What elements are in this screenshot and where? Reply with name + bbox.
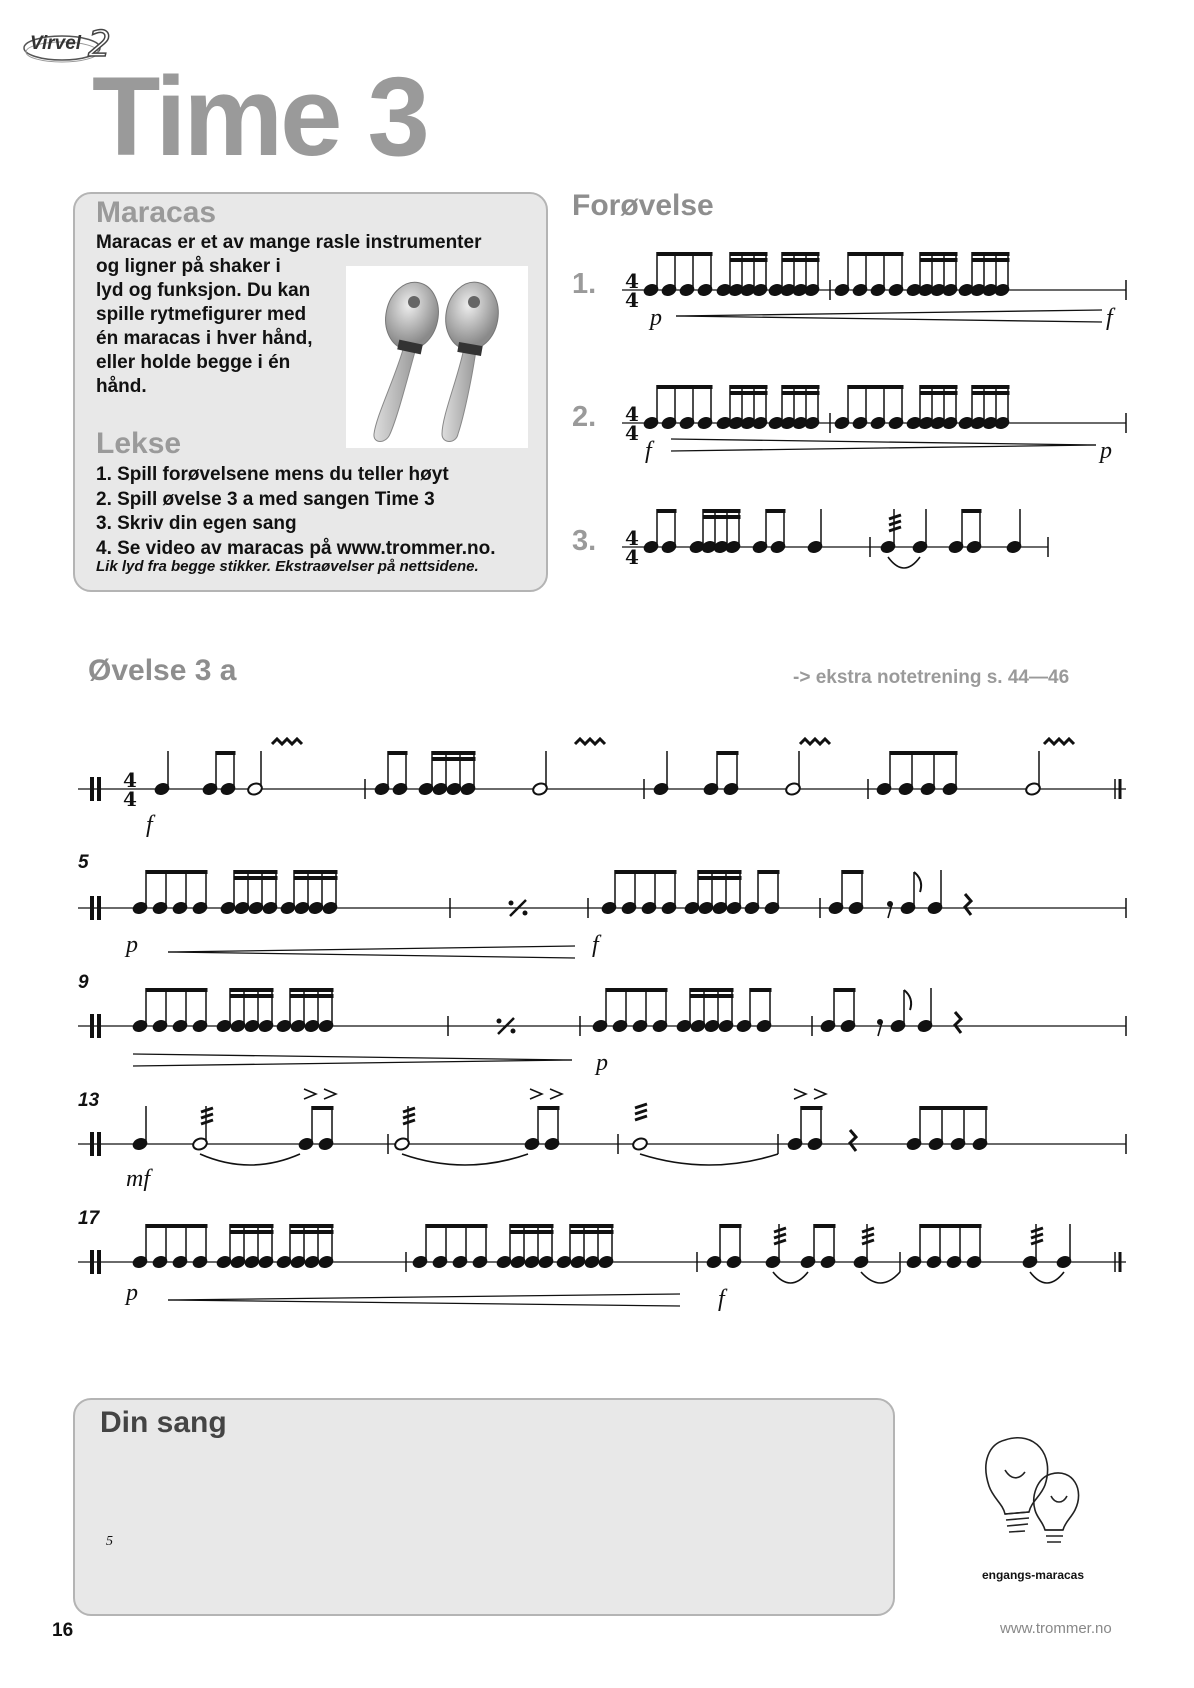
measure-number: 9 <box>78 972 89 993</box>
beam <box>758 870 780 874</box>
barline <box>90 896 94 920</box>
tremolo-mark <box>1031 1240 1043 1244</box>
beam <box>750 988 772 992</box>
quarter-rest <box>955 1012 961 1033</box>
tie <box>640 1154 778 1165</box>
hairpin <box>168 1294 680 1300</box>
beam <box>782 258 820 262</box>
accent-mark <box>794 1089 806 1099</box>
time-signature: 4 <box>123 787 137 811</box>
exercise-label: 3. <box>572 525 597 557</box>
measure-number: 17 <box>78 1208 100 1229</box>
tremolo-mark <box>635 1110 647 1114</box>
barline <box>97 1250 101 1274</box>
barline <box>90 1250 94 1274</box>
hairpin <box>133 1060 572 1066</box>
tremolo-mark <box>862 1228 874 1232</box>
tremolo-mark <box>201 1120 213 1124</box>
roll-mark <box>575 739 605 744</box>
beam <box>538 1106 560 1110</box>
din-sang-heading: Din sang <box>100 1406 227 1439</box>
beam <box>730 391 768 395</box>
hairpin <box>133 1054 572 1060</box>
tremolo-mark <box>774 1228 786 1232</box>
page-title: Time 3 <box>92 54 427 179</box>
tremolo-mark <box>403 1120 415 1124</box>
tremolo-mark <box>635 1104 647 1108</box>
time-signature: 4 <box>625 402 639 426</box>
tremolo-mark <box>635 1116 647 1120</box>
time-signature: 4 <box>123 768 137 792</box>
beam <box>698 870 742 874</box>
beam <box>146 988 208 992</box>
barline <box>97 777 101 801</box>
simile-mark <box>509 901 514 906</box>
tremolo-mark <box>774 1240 786 1244</box>
tremolo-mark <box>862 1240 874 1244</box>
dynamic-mark: f <box>718 1286 725 1312</box>
beam <box>920 1106 988 1110</box>
beam <box>782 391 820 395</box>
beam <box>834 988 856 992</box>
barline <box>97 896 101 920</box>
tie <box>200 1154 300 1165</box>
tie <box>773 1272 808 1283</box>
desc-line: én maracas i hver hånd, <box>96 328 313 349</box>
beam <box>510 1230 554 1234</box>
beam <box>920 385 958 389</box>
beam <box>570 1230 614 1234</box>
barline <box>90 1014 94 1038</box>
website-link[interactable]: www.trommer.no <box>1000 1620 1112 1637</box>
time-signature: 4 <box>625 421 639 445</box>
beam <box>814 1224 836 1228</box>
quarter-rest <box>850 1130 856 1151</box>
dynamic-mark: f <box>1106 305 1113 331</box>
barline <box>90 1132 94 1156</box>
maracas-heading: Maracas <box>96 196 217 229</box>
desc-line: Maracas er et av mange rasle instrumenter <box>96 232 482 253</box>
beam <box>615 870 677 874</box>
dynamic-mark: f <box>645 438 652 464</box>
beam <box>690 994 734 998</box>
hairpin <box>676 310 1102 316</box>
simile-mark <box>497 1019 502 1024</box>
beam <box>972 391 1010 395</box>
exercise-label: 2. <box>572 401 597 433</box>
beam <box>962 509 982 513</box>
tremolo-mark <box>1031 1234 1043 1238</box>
beam <box>920 258 958 262</box>
beam <box>290 1230 334 1234</box>
beam <box>717 751 739 755</box>
beam <box>730 252 768 256</box>
beam <box>972 385 1010 389</box>
lekse-heading: Lekse <box>96 427 182 460</box>
beam <box>690 988 734 992</box>
time-signature: 4 <box>625 545 639 569</box>
tremolo-mark <box>403 1108 415 1112</box>
beam <box>920 1224 982 1228</box>
beam <box>230 994 274 998</box>
tremolo-mark <box>889 515 901 519</box>
tremolo-mark <box>201 1108 213 1112</box>
tremolo-mark <box>201 1114 213 1118</box>
beam <box>766 509 786 513</box>
tremolo-mark <box>1031 1228 1043 1232</box>
logo-number: 2 <box>88 24 111 65</box>
beam <box>606 988 668 992</box>
accent-mark <box>550 1089 562 1099</box>
beam <box>848 252 904 256</box>
hairpin <box>671 439 1096 445</box>
barline <box>90 777 94 801</box>
beam <box>146 1224 208 1228</box>
beam <box>570 1224 614 1228</box>
tie <box>402 1154 528 1165</box>
desc-line: hånd. <box>96 376 147 397</box>
logo-text: Virvel <box>30 33 82 54</box>
beam <box>801 1106 823 1110</box>
beam <box>510 1224 554 1228</box>
lekse-item: 4. Se video av maracas på www.trommer.no. <box>96 537 496 559</box>
dynamic-mark: p <box>126 932 138 958</box>
beam <box>730 258 768 262</box>
tremolo-mark <box>403 1114 415 1118</box>
extra-training-link[interactable]: -> ekstra notetrening s. 44—46 <box>793 667 1070 688</box>
hairpin <box>168 1300 680 1306</box>
dynamic-mark: p <box>126 1280 138 1306</box>
dynamic-mark: p <box>1100 438 1112 464</box>
beam <box>890 751 958 755</box>
tremolo-mark <box>889 521 901 525</box>
beam <box>703 509 741 513</box>
desc-line: lyd og funksjon. Du kan <box>96 280 311 301</box>
roll-mark <box>272 739 302 744</box>
beam <box>972 252 1010 256</box>
beam <box>920 391 958 395</box>
time-signature: 4 <box>625 269 639 293</box>
roll-mark <box>800 739 830 744</box>
engangs-maracas-label: engangs-maracas <box>981 1568 1085 1582</box>
desc-line: eller holde begge i én <box>96 352 291 373</box>
beam <box>312 1106 334 1110</box>
beam <box>432 757 476 761</box>
beam <box>234 870 278 874</box>
dynamic-mark: mf <box>126 1166 150 1192</box>
tie <box>861 1272 900 1283</box>
beam <box>842 870 864 874</box>
beam <box>730 385 768 389</box>
time-signature: 4 <box>625 526 639 550</box>
measure-number: 5 <box>106 1534 113 1549</box>
simile-mark <box>523 911 528 916</box>
beam <box>698 876 742 880</box>
exercise-label: 1. <box>572 268 597 300</box>
accent-mark <box>324 1089 336 1099</box>
lightbulb-icon <box>975 1430 1085 1560</box>
accent-mark <box>814 1089 826 1099</box>
desc-line: og ligner på shaker i <box>96 256 281 277</box>
ovelse-heading: Øvelse 3 a <box>88 654 237 687</box>
dynamic-mark: p <box>650 305 662 331</box>
simile-mark <box>511 1029 516 1034</box>
beam <box>290 988 334 992</box>
lekse-note: Lik lyd fra begge stikker. Ekstraøvelser på nettsidene. <box>96 558 479 575</box>
tremolo-mark <box>774 1234 786 1238</box>
roll-mark <box>1044 739 1074 744</box>
measure-number: 13 <box>78 1090 100 1111</box>
beam <box>294 876 338 880</box>
beam <box>782 252 820 256</box>
tie <box>1030 1272 1064 1283</box>
beam <box>234 876 278 880</box>
quarter-rest <box>965 894 971 915</box>
dynamic-mark: p <box>596 1050 608 1076</box>
page-number: 16 <box>52 1620 74 1641</box>
engangs-maracas-illustration <box>975 1430 1085 1560</box>
beam <box>290 994 334 998</box>
lekse-item: 3. Skriv din egen sang <box>96 513 297 534</box>
beam <box>848 385 904 389</box>
beam <box>657 252 713 256</box>
barline <box>97 1014 101 1038</box>
accent-mark <box>530 1089 542 1099</box>
accent-mark <box>304 1089 316 1099</box>
hairpin <box>676 316 1102 322</box>
hairpin <box>168 946 575 952</box>
hairpin <box>168 952 575 958</box>
beam <box>230 1230 274 1234</box>
beam <box>782 385 820 389</box>
measure-number: 5 <box>78 852 89 873</box>
beam <box>703 515 741 519</box>
tremolo-mark <box>862 1234 874 1238</box>
dynamic-mark: f <box>146 812 153 838</box>
beam <box>388 751 408 755</box>
beam <box>216 751 236 755</box>
time-signature: 4 <box>625 288 639 312</box>
beam <box>294 870 338 874</box>
beam <box>920 252 958 256</box>
desc-line: spille rytmefigurer med <box>96 304 307 325</box>
forovelse-heading: Forøvelse <box>572 189 714 222</box>
beam <box>146 870 208 874</box>
tremolo-mark <box>889 527 901 531</box>
beam <box>720 1224 742 1228</box>
beam <box>426 1224 488 1228</box>
beam <box>230 1224 274 1228</box>
hairpin <box>671 445 1096 451</box>
lekse-item: 2. Spill øvelse 3 a med sangen Time 3 <box>96 488 435 510</box>
beam <box>657 385 713 389</box>
note-flag <box>904 990 911 1010</box>
tie <box>888 557 920 568</box>
note-flag <box>914 872 921 892</box>
beam <box>657 509 677 513</box>
dynamic-mark: f <box>592 932 599 958</box>
beam <box>290 1224 334 1228</box>
beam <box>972 258 1010 262</box>
lekse-item: 1. Spill forøvelsene mens du teller høyt <box>96 464 449 485</box>
beam <box>432 751 476 755</box>
notehead <box>632 1137 649 1152</box>
barline <box>97 1132 101 1156</box>
beam <box>230 988 274 992</box>
